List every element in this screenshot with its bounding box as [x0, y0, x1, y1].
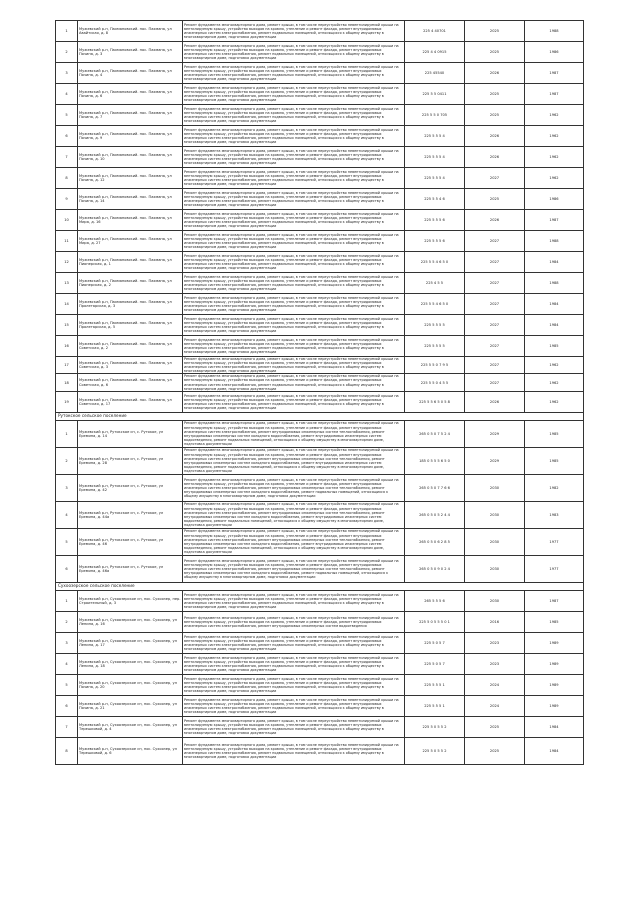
- works-cell: Ремонт фундамента многоквартирного дома, ремонт крыши, в том числе переустройство невентилируемой крыши на вентилируемую крышу, устройство выходов на кровлю, утепление и ремонт фасада, ремонт внутридомовых инженерных систем электроснабжения, ремонт подвальных помещений, относящихся к общему имуществу в многоквартирном доме, подготовка документации: [183, 126, 405, 147]
- built-year-cell: 1989: [525, 674, 584, 695]
- table-row: [56, 391, 584, 412]
- works-cell: Ремонт фундамента многоквартирного дома, ремонт крыши, в том числе переустройство невентилируемой крыши на вентилируемую крышу, устройство выходов на кровлю, утепление и ремонт фасада, ремонт внутридомовых инженерных систем электроснабжения, ремонт подвальных помещений, относящихся к общему имуществу в многоквартирном доме, подготовка документации: [183, 315, 405, 336]
- table-row: [56, 231, 584, 252]
- table-row: [56, 294, 584, 315]
- area-cell: 225 5 5 5 4: [405, 147, 465, 168]
- row-number: 1: [56, 420, 78, 447]
- works-cell: Ремонт фундамента многоквартирного дома, ремонт крыши, в том числе переустройство невентилируемой крыши на вентилируемую крышу, устройство выходов на кровлю, утепление и ремонт фасада, ремонт внутридомовых инженерных систем электроснабжения, ремонт подвальных помещений, относящихся к общему имуществу в многоквартирном доме, подготовка документации: [183, 695, 405, 716]
- table-row: [56, 611, 584, 632]
- row-number: 3: [56, 632, 78, 653]
- table-row: [56, 126, 584, 147]
- built-year-cell: 1987: [525, 63, 584, 84]
- works-cell: Ремонт фундамента многоквартирного дома, ремонт крыши, в том числе переустройство невентилируемой крыши на вентилируемую крышу, устройство выходов на кровлю, утепление и ремонт фасада, ремонт внутридомовых инженерных систем электроснабжения, ремонт подвальных помещений, относящихся к общему имуществу в многоквартирном доме, подготовка документации: [183, 105, 405, 126]
- works-cell: Ремонт фундамента многоквартирного дома, ремонт крыши, в том числе переустройство невентилируемой крыши на вентилируемую крышу, устройство выходов на кровлю, утепление и ремонт фасада, ремонт внутридомовых инженерных систем электроснабжения, ремонт подвальных помещений, относящихся к общему имуществу в многоквартирном доме, подготовка документации: [183, 147, 405, 168]
- row-number: 8: [56, 737, 78, 764]
- works-cell: Ремонт фундамента многоквартирного дома, ремонт крыши, в том числе переустройство невентилируемой крыши на вентилируемую крышу, устройство выходов на кровлю, утепление и ремонт фасада, ремонт внутридомовых инженерных систем электроснабжения, ремонт подвальных помещений, относящихся к общему имуществу в многоквартирном доме, подготовка документации: [183, 252, 405, 273]
- row-number: 2: [56, 611, 78, 632]
- address-cell: Мужевский р-н, Рутокское сп, с. Рутокое, ул Еремина, д. 42: [78, 474, 183, 501]
- works-cell: Ремонт фундамента многоквартирного дома, ремонт крыши, в том числе переустройство невентилируемой крыши на вентилируемую крышу, устройство выходов на кровлю, утепление и ремонт фасада, ремонт внутридомовых инженерных систем электроснабжения, ремонт подвальных помещений, относящихся к общему имуществу в многоквартирном доме, подготовка документации: [183, 84, 405, 105]
- works-cell: Ремонт фундамента многоквартирного дома, ремонт крыши, в том числе переустройство невентилируемой крыши на вентилируемую крышу, устройство выходов на кровлю, утепление и ремонт фасада, ремонт внутридомовых инженерных систем электроснабжения, ремонт подвальных помещений, относящихся к общему имуществу в многоквартирном доме, подготовка документации: [183, 294, 405, 315]
- built-year-cell: 1984: [525, 315, 584, 336]
- address-cell: Мужевский р-н, Пахмановский. пос. Пахмана, ул Почина, д. 9: [78, 126, 183, 147]
- row-number: 3: [56, 63, 78, 84]
- works-cell: Ремонт фундамента многоквартирного дома, ремонт крыши, в том числе переустройство невентилируемой крыши на вентилируемую крышу, устройство выходов на кровлю, утепление и ремонт фасада, ремонт внутридомовых инженерных систем электроснабжения, ремонт подвальных помещений, относящихся к общему имуществу в многоквартирном доме, подготовка документации: [183, 336, 405, 357]
- area-cell: 185 0 5 5 5 6 5 0: [405, 447, 465, 474]
- row-number: 2: [56, 42, 78, 63]
- row-number: 12: [56, 252, 78, 273]
- plan-year-cell: 2029: [465, 447, 525, 474]
- area-cell: 225 5 0 5 5 2: [405, 737, 465, 764]
- row-number: 4: [56, 84, 78, 105]
- table-row: [56, 374, 584, 391]
- works-cell: Ремонт фундамента многоквартирного дома, ремонт крыши, в том числе переустройство невентилируемой крыши на вентилируемую крышу, устройство выходов на кровлю, утепление и ремонт фасада, ремонт внутридомовых инженерных систем электроснабжения, ремонт подвальных помещений, относящихся к общему имуществу в многоквартирном доме, подготовка документации: [183, 716, 405, 737]
- area-cell: 265 0 5 0 7 7 6 6: [405, 474, 465, 501]
- address-cell: Мужевский р-н, Сухоозерское сп, пос. Сухоозер, ул Ленина, д. 16: [78, 611, 183, 632]
- address-cell: Мужевский р-н, Рутокское сп, с. Рутокое, ул Еремина, д. 46а: [78, 555, 183, 582]
- works-cell: Ремонт фундамента многоквартирного дома, ремонт крыши, в том числе переустройство невентилируемой крыши на вентилируемую крышу, устройство выходов на кровлю, утепление и ремонт фасада, ремонт внутридомовых инженерных систем электроснабжения, ремонт подвальных помещений, относящихся к общему имуществу в многоквартирном доме, подготовка документации: [183, 21, 405, 42]
- area-cell: 225 5 5 0411: [405, 84, 465, 105]
- table-row: [56, 84, 584, 105]
- row-number: 4: [56, 653, 78, 674]
- address-cell: Мужевский р-н, Пахмановский. пос. Пахмана, ул Советская, д. 2: [78, 336, 183, 357]
- plan-year-cell: 2024: [465, 674, 525, 695]
- plan-year-cell: 2030: [465, 555, 525, 582]
- plan-year-cell: 2030: [465, 474, 525, 501]
- built-year-cell: 1962: [525, 126, 584, 147]
- table-row: [56, 716, 584, 737]
- repair-program-table: [55, 20, 584, 765]
- row-number: 16: [56, 336, 78, 357]
- address-cell: Мужевский р-н, Рутокское сп, с. Рутокое, ул Еремина, д. 46: [78, 528, 183, 555]
- plan-year-cell: 2025: [465, 84, 525, 105]
- address-cell: Мужевский р-н, Пахмановский. пос. Пахмана, ул Почина, д. 6: [78, 84, 183, 105]
- document-page: [55, 20, 583, 765]
- plan-year-cell: 2027: [465, 294, 525, 315]
- plan-year-cell: 2026: [465, 63, 525, 84]
- plan-year-cell: 2029: [465, 420, 525, 447]
- built-year-cell: 1962: [525, 391, 584, 412]
- area-cell: 225 5 5 5 1: [405, 695, 465, 716]
- plan-year-cell: 2026: [465, 391, 525, 412]
- area-cell: 225 45540: [405, 63, 465, 84]
- row-number: 14: [56, 294, 78, 315]
- row-number: 15: [56, 315, 78, 336]
- address-cell: Мужевский р-н, Пахмановский. пос. Пахмана, ул Советская, д. 6: [78, 374, 183, 391]
- address-cell: Мужевский р-н, Сухоозерское сп, пос. Сухоозер, ул Ленина, д. 18: [78, 653, 183, 674]
- built-year-cell: 1987: [525, 590, 584, 611]
- works-cell: Ремонт фундамента многоквартирного дома, ремонт крыши, в том числе переустройство невентилируемой крыши на вентилируемую крышу, устройство выходов на кровлю, утепление и ремонт фасада, ремонт внутридомовых инженерных систем электроснабжения, ремонт подвальных помещений, относящихся к общему имуществу в многоквартирном доме, подготовка документации: [183, 674, 405, 695]
- address-cell: Мужевский р-н, Сухоозерское сп, пос. Сухоозер, пер. Строительный, д. 3: [78, 590, 183, 611]
- works-cell: Ремонт фундамента многоквартирного дома, ремонт крыши, в том числе переустройство невентилируемой крыши на вентилируемую крышу, устройство выходов на кровлю, утепление и ремонт фасада, ремонт внутридомовых инженерных систем электроснабжения, ремонт внутридомовых инженерных систем теплоснабжения, ремонт внутридомовых инженерных систем холодного водоснабжения, ремонт внутридомовых инженерных систем водоотведения, ремонт подвальных помещений, относящихся к общему имуществу в многоквартирном доме, подготовка документации: [183, 501, 405, 528]
- works-cell: Ремонт фундамента многоквартирного дома, ремонт крыши, в том числе переустройство невентилируемой крыши на вентилируемую крышу, устройство выходов на кровлю, утепление и ремонт фасада, ремонт внутридомовых инженерных систем электроснабжения, ремонт подвальных помещений, относящихся к общему имуществу в многоквартирном доме, подготовка документации: [183, 391, 405, 412]
- table-body: [56, 21, 584, 765]
- built-year-cell: 1985: [525, 336, 584, 357]
- address-cell: Мужевский р-н, Пахмановский. пос. Пахмана, ул Мира, д. 16: [78, 210, 183, 231]
- address-cell: Мужевский р-н, Рутокское сп, с. Рутокое, ул Еремина, д. 44а: [78, 501, 183, 528]
- area-cell: 225 5 5 4 6 5 0: [405, 294, 465, 315]
- address-cell: Мужевский р-н, Сухоозерское сп, пос. Сухоозер, ул Почина, д. 20: [78, 674, 183, 695]
- address-cell: Мужевский р-н, Пахмановский. пос. Пахмана, ул Почина, д. 4: [78, 63, 183, 84]
- table-row: [56, 474, 584, 501]
- table-row: [56, 632, 584, 653]
- plan-year-cell: 2027: [465, 357, 525, 374]
- plan-year-cell: 2027: [465, 273, 525, 294]
- plan-year-cell: 2016: [465, 611, 525, 632]
- plan-year-cell: 2025: [465, 189, 525, 210]
- row-number: 8: [56, 168, 78, 189]
- table-row: [56, 42, 584, 63]
- plan-year-cell: 2030: [465, 528, 525, 555]
- area-cell: 225 5 0 5 5 2: [405, 716, 465, 737]
- area-cell: 225 5 5 0 705: [405, 105, 465, 126]
- area-cell: 225 4 5 5: [405, 273, 465, 294]
- table-row: [56, 210, 584, 231]
- table-row: [56, 147, 584, 168]
- built-year-cell: 1985: [525, 420, 584, 447]
- area-cell: 225 5 5 5 5: [405, 336, 465, 357]
- table-row: [56, 357, 584, 374]
- area-cell: 225 4 4 0915: [405, 42, 465, 63]
- address-cell: Мужевский р-н, Рутокское сп, с. Рутокое, ул Еремина, д. 14: [78, 420, 183, 447]
- row-number: 11: [56, 231, 78, 252]
- works-cell: Ремонт фундамента многоквартирного дома, ремонт крыши, в том числе переустройство невентилируемой крыши на вентилируемую крышу, устройство выходов на кровлю, утепление и ремонт фасада, ремонт внутридомовых инженерных систем электроснабжения, ремонт подвальных помещений, относящихся к общему имуществу в многоквартирном доме, подготовка документации: [183, 210, 405, 231]
- built-year-cell: 1986: [525, 189, 584, 210]
- table-row: [56, 653, 584, 674]
- area-cell: 225 5 5 5 1: [405, 674, 465, 695]
- works-cell: Ремонт фундамента многоквартирного дома, ремонт крыши, в том числе переустройство невентилируемой крыши на вентилируемую крышу, устройство выходов на кровлю, утепление и ремонт фасада, ремонт внутридомовых инженерных систем электроснабжения, ремонт внутридомовых инженерных систем теплоснабжения, ремонт внутридомовых инженерных систем холодного водоснабжения, ремонт подвальных помещений, относящихся к общему имуществу в многоквартирном доме, подготовка документации: [183, 474, 405, 501]
- table-row: [56, 501, 584, 528]
- built-year-cell: 1977: [525, 555, 584, 582]
- row-number: 7: [56, 716, 78, 737]
- works-cell: Ремонт фундамента многоквартирного дома, ремонт крыши, в том числе переустройство невентилируемой крыши на вентилируемую крышу, устройство выходов на кровлю, утепление и ремонт фасада, ремонт внутридомовых инженерных систем электроснабжения, ремонт внутридомовых инженерных систем теплоснабжения, ремонт внутридомовых инженерных систем холодного водоснабжения, ремонт подвальных помещений, относящихся к общему имуществу в многоквартирном доме, подготовка документации: [183, 555, 405, 582]
- address-cell: Мужевский р-н, Сухоозерское сп, пос. Сухоозер, ул Терешковой, д. 4: [78, 716, 183, 737]
- address-cell: Мужевский р-н, Пахмановский. пос. Пахмана, ул Почина, д. 14: [78, 189, 183, 210]
- built-year-cell: 1962: [525, 374, 584, 391]
- address-cell: Мужевский р-н, Рутокское сп, с. Рутокое, ул Еремина, д. 28: [78, 447, 183, 474]
- section-title: Рутокское сельское поселение: [56, 412, 584, 420]
- area-cell: 265 0 5 0 5 2 4 4: [405, 501, 465, 528]
- table-row: [56, 420, 584, 447]
- plan-year-cell: 2027: [465, 374, 525, 391]
- plan-year-cell: 2027: [465, 336, 525, 357]
- address-cell: Мужевский р-н, Пахмановский. пос. Пахмана, ул Советская, д. 17: [78, 391, 183, 412]
- row-number: 3: [56, 474, 78, 501]
- works-cell: Ремонт фундамента многоквартирного дома, ремонт крыши, в том числе переустройство невентилируемой крыши на вентилируемую крышу, устройство выходов на кровлю, утепление и ремонт фасада, ремонт внутридомовых инженерных систем электроснабжения, ремонт подвальных помещений, относящихся к общему имуществу в многоквартирном доме, подготовка документации: [183, 590, 405, 611]
- table-row: [56, 189, 584, 210]
- works-cell: Ремонт фундамента многоквартирного дома, ремонт крыши, в том числе переустройство невентилируемой крыши на вентилируемую крышу, устройство выходов на кровлю, утепление и ремонт фасада, ремонт внутридомовых инженерных систем электроснабжения, ремонт подвальных помещений, относящихся к общему имуществу в многоквартирном доме, подготовка документации: [183, 189, 405, 210]
- row-number: 1: [56, 21, 78, 42]
- plan-year-cell: 2026: [465, 210, 525, 231]
- built-year-cell: 1988: [525, 21, 584, 42]
- built-year-cell: 1985: [525, 611, 584, 632]
- address-cell: Мужевский р-н, Пахмановский. пос. Пахмана, ул Авайтская, д. 8: [78, 21, 183, 42]
- works-cell: Ремонт фундамента многоквартирного дома, ремонт крыши, в том числе переустройство невентилируемой крыши на вентилируемую крышу, устройство выходов на кровлю, утепление и ремонт фасада, ремонт внутридомовых инженерных систем электроснабжения, ремонт подвальных помещений, относящихся к общему имуществу в многоквартирном доме, подготовка документации: [183, 632, 405, 653]
- address-cell: Мужевский р-н, Пахмановский. пос. Пахмана, ул Пролетарская, д. 5: [78, 315, 183, 336]
- table-row: [56, 168, 584, 189]
- area-cell: 225 5 5 0 7 9 5: [405, 357, 465, 374]
- works-cell: Ремонт фундамента многоквартирного дома, ремонт крыши, в том числе переустройство невентилируемой крыши на вентилируемую крышу, устройство выходов на кровлю, утепление и ремонт фасада, ремонт внутридомовых инженерных систем электроснабжения, ремонт подвальных помещений, относящихся к общему имуществу в многоквартирном доме, подготовка документации: [183, 357, 405, 374]
- area-cell: 225 5 0 5 7: [405, 653, 465, 674]
- address-cell: Мужевский р-н, Пахмановский. пос. Пахмана, ул Пионерская, д. 2: [78, 273, 183, 294]
- area-cell: 225 5 5 5 4: [405, 126, 465, 147]
- table-row: [56, 528, 584, 555]
- works-cell: Ремонт фундамента многоквартирного дома, ремонт крыши, в том числе переустройство невентилируемой крыши на вентилируемую крышу, устройство выходов на кровлю, утепление и ремонт фасада, ремонт внутридомовых инженерных систем электроснабжения, ремонт внутридомовых инженерных систем теплоснабжения, ремонт внутридомовых инженерных систем холодного водоснабжения, ремонт внутридомовых инженерных систем водоотведения, ремонт подвальных помещений, относящихся к общему имуществу в многоквартирном доме, подготовка документации: [183, 528, 405, 555]
- plan-year-cell: 2024: [465, 695, 525, 716]
- built-year-cell: 1986: [525, 42, 584, 63]
- area-cell: 265 0 5 0 6 2 8 5: [405, 528, 465, 555]
- table-row: [56, 737, 584, 764]
- works-cell: Ремонт фундамента многоквартирного дома, ремонт крыши, в том числе переустройство невентилируемой крыши на вентилируемую крышу, устройство выходов на кровлю, утепление и ремонт фасада, ремонт внутридомовых инженерных систем электроснабжения, ремонт подвальных помещений, относящихся к общему имуществу в многоквартирном доме, подготовка документации: [183, 374, 405, 391]
- plan-year-cell: 2025: [465, 105, 525, 126]
- address-cell: Мужевский р-н, Пахмановский. пос. Пахмана, ул Почина, д. 12: [78, 168, 183, 189]
- built-year-cell: 1987: [525, 84, 584, 105]
- area-cell: 225 5 5 6 5 0 5 8: [405, 391, 465, 412]
- row-number: 10: [56, 210, 78, 231]
- row-number: 1: [56, 590, 78, 611]
- row-number: 4: [56, 501, 78, 528]
- built-year-cell: 1982: [525, 474, 584, 501]
- built-year-cell: 1962: [525, 147, 584, 168]
- address-cell: Мужевский р-н, Сухоозерское сп, пос. Сухоозер, ул Почина, д. 21: [78, 695, 183, 716]
- area-cell: 225 5 5 4 6 5 0: [405, 252, 465, 273]
- works-cell: Ремонт фундамента многоквартирного дома, ремонт крыши, в том числе переустройство невентилируемой крыши на вентилируемую крышу, устройство выходов на кровлю, утепление и ремонт фасада, ремонт внутридомовых инженерных систем электроснабжения, ремонт подвальных помещений, относящихся к общему имуществу в многоквартирном доме, подготовка документации: [183, 231, 405, 252]
- area-cell: 265 5 5 5 6: [405, 590, 465, 611]
- area-cell: 225 5 0 5 7: [405, 632, 465, 653]
- plan-year-cell: 2023: [465, 632, 525, 653]
- area-cell: 225 5 5 5 6: [405, 231, 465, 252]
- built-year-cell: 1984: [525, 716, 584, 737]
- row-number: 5: [56, 528, 78, 555]
- built-year-cell: 1989: [525, 695, 584, 716]
- built-year-cell: 1983: [525, 501, 584, 528]
- address-cell: Мужевский р-н, Пахмановский. пос. Пахмана, ул Пионерская, д. 1: [78, 252, 183, 273]
- built-year-cell: 1984: [525, 737, 584, 764]
- works-cell: Ремонт фундамента многоквартирного дома, ремонт крыши, в том числе переустройство невентилируемой крыши на вентилируемую крышу, устройство выходов на кровлю, утепление и ремонт фасада, ремонт внутридомовых инженерных систем электроснабжения, ремонт внутридомовых инженерных систем теплоснабжения, ремонт внутридомовых инженерных систем холодного водоснабжения, ремонт внутридомовых инженерных систем водоотведения, ремонт подвальных помещений, относящихся к общему имуществу в многоквартирном доме, подготовка документации: [183, 447, 405, 474]
- plan-year-cell: 2025: [465, 737, 525, 764]
- row-number: 5: [56, 105, 78, 126]
- table-row: [56, 63, 584, 84]
- area-cell: 225 5 5 5 4: [405, 168, 465, 189]
- works-cell: Ремонт фундамента многоквартирного дома, ремонт крыши, в том числе переустройство невентилируемой крыши на вентилируемую крышу, устройство выходов на кровлю, утепление и ремонт фасада, ремонт внутридомовых инженерных систем электроснабжения, ремонт внутридомовых инженерных систем водоотведения: [183, 611, 405, 632]
- plan-year-cell: 2025: [465, 716, 525, 737]
- area-cell: 225 5 5 5 5: [405, 315, 465, 336]
- works-cell: Ремонт фундамента многоквартирного дома, ремонт крыши, в том числе переустройство невентилируемой крыши на вентилируемую крышу, устройство выходов на кровлю, утепление и ремонт фасада, ремонт внутридомовых инженерных систем электроснабжения, ремонт подвальных помещений, относящихся к общему имуществу в многоквартирном доме, подготовка документации: [183, 737, 405, 764]
- built-year-cell: 1962: [525, 105, 584, 126]
- built-year-cell: 1962: [525, 357, 584, 374]
- works-cell: Ремонт фундамента многоквартирного дома, ремонт крыши, в том числе переустройство невентилируемой крыши на вентилируемую крышу, устройство выходов на кровлю, утепление и ремонт фасада, ремонт внутридомовых инженерных систем электроснабжения, ремонт подвальных помещений, относящихся к общему имуществу в многоквартирном доме, подготовка документации: [183, 653, 405, 674]
- table-row: [56, 252, 584, 273]
- plan-year-cell: 2026: [465, 126, 525, 147]
- plan-year-cell: 2027: [465, 252, 525, 273]
- table-row: [56, 273, 584, 294]
- plan-year-cell: 2023: [465, 653, 525, 674]
- row-number: 6: [56, 695, 78, 716]
- works-cell: Ремонт фундамента многоквартирного дома, ремонт крыши, в том числе переустройство невентилируемой крыши на вентилируемую крышу, устройство выходов на кровлю, утепление и ремонт фасада, ремонт внутридомовых инженерных систем электроснабжения, ремонт внутридомовых инженерных систем теплоснабжения, ремонт внутридомовых инженерных систем холодного водоснабжения, ремонт внутридомовых инженерных систем водоотведения, ремонт подвальных помещений, относящихся к общему имуществу в многоквартирном доме, подготовка документации: [183, 420, 405, 447]
- area-cell: 225 5 5 5 6: [405, 210, 465, 231]
- area-cell: 225 5 0 5 5 5 0 1: [405, 611, 465, 632]
- table-row: [56, 105, 584, 126]
- plan-year-cell: 2030: [465, 501, 525, 528]
- area-cell: 225 5 5 4 6: [405, 189, 465, 210]
- address-cell: Мужевский р-н, Пахмановский. пос. Пахмана, ул Почина, д. 10: [78, 147, 183, 168]
- works-cell: Ремонт фундамента многоквартирного дома, ремонт крыши, в том числе переустройство невентилируемой крыши на вентилируемую крышу, устройство выходов на кровлю, утепление и ремонт фасада, ремонт внутридомовых инженерных систем электроснабжения, ремонт подвальных помещений, относящихся к общему имуществу в многоквартирном доме, подготовка документации: [183, 63, 405, 84]
- row-number: 6: [56, 555, 78, 582]
- plan-year-cell: 2027: [465, 168, 525, 189]
- row-number: 6: [56, 126, 78, 147]
- plan-year-cell: 2027: [465, 231, 525, 252]
- plan-year-cell: 2025: [465, 21, 525, 42]
- built-year-cell: 1984: [525, 294, 584, 315]
- row-number: 5: [56, 674, 78, 695]
- row-number: 18: [56, 374, 78, 391]
- section-header-row: [56, 412, 584, 420]
- area-cell: 265 0 5 0 7 5 2 4: [405, 420, 465, 447]
- address-cell: Мужевский р-н, Пахмановский. пос. Пахмана, ул Пролетарская, д. 3: [78, 294, 183, 315]
- built-year-cell: 1984: [525, 252, 584, 273]
- table-row: [56, 315, 584, 336]
- address-cell: Мужевский р-н, Пахмановский. пос. Пахмана, ул Советская, д. 3: [78, 357, 183, 374]
- built-year-cell: 1985: [525, 447, 584, 474]
- section-header-row: [56, 582, 584, 590]
- table-row: [56, 674, 584, 695]
- area-cell: 225 5 5 0 4 5 5: [405, 374, 465, 391]
- table-row: [56, 590, 584, 611]
- works-cell: Ремонт фундамента многоквартирного дома, ремонт крыши, в том числе переустройство невентилируемой крыши на вентилируемую крышу, устройство выходов на кровлю, утепление и ремонт фасада, ремонт внутридомовых инженерных систем электроснабжения, ремонт подвальных помещений, относящихся к общему имуществу в многоквартирном доме, подготовка документации: [183, 42, 405, 63]
- area-cell: 225 4 40701: [405, 21, 465, 42]
- built-year-cell: 1977: [525, 528, 584, 555]
- table-row: [56, 21, 584, 42]
- area-cell: 265 0 5 0 9 0 2 4: [405, 555, 465, 582]
- built-year-cell: 1989: [525, 653, 584, 674]
- address-cell: Мужевский р-н, Пахмановский. пос. Пахмана, ул Мира, д. 27: [78, 231, 183, 252]
- row-number: 17: [56, 357, 78, 374]
- row-number: 7: [56, 147, 78, 168]
- plan-year-cell: 2026: [465, 147, 525, 168]
- table-row: [56, 447, 584, 474]
- works-cell: Ремонт фундамента многоквартирного дома, ремонт крыши, в том числе переустройство невентилируемой крыши на вентилируемую крышу, устройство выходов на кровлю, утепление и ремонт фасада, ремонт внутридомовых инженерных систем электроснабжения, ремонт подвальных помещений, относящихся к общему имуществу в многоквартирном доме, подготовка документации: [183, 168, 405, 189]
- built-year-cell: 1988: [525, 273, 584, 294]
- works-cell: Ремонт фундамента многоквартирного дома, ремонт крыши, в том числе переустройство невентилируемой крыши на вентилируемую крышу, устройство выходов на кровлю, утепление и ремонт фасада, ремонт внутридомовых инженерных систем электроснабжения, ремонт подвальных помещений, относящихся к общему имуществу в многоквартирном доме, подготовка документации: [183, 273, 405, 294]
- table-row: [56, 336, 584, 357]
- built-year-cell: 1989: [525, 632, 584, 653]
- address-cell: Мужевский р-н, Сухоозерское сп, пос. Сухоозер, ул Терешковой, д. 6: [78, 737, 183, 764]
- address-cell: Мужевский р-н, Пахмановский. пос. Пахмана, ул Почина, д. 7: [78, 105, 183, 126]
- row-number: 19: [56, 391, 78, 412]
- plan-year-cell: 2030: [465, 590, 525, 611]
- row-number: 13: [56, 273, 78, 294]
- built-year-cell: 1987: [525, 210, 584, 231]
- row-number: 2: [56, 447, 78, 474]
- built-year-cell: 1962: [525, 168, 584, 189]
- address-cell: Мужевский р-н, Пахмановский. пос. Пахмана, ул Почина, д. 3: [78, 42, 183, 63]
- plan-year-cell: 2025: [465, 42, 525, 63]
- table-row: [56, 695, 584, 716]
- row-number: 9: [56, 189, 78, 210]
- section-title: Сухоозерское сельское поселение: [56, 582, 584, 590]
- plan-year-cell: 2027: [465, 315, 525, 336]
- built-year-cell: 1988: [525, 231, 584, 252]
- address-cell: Мужевский р-н, Сухоозерское сп, пос. Сухоозер, ул Ленина, д. 17: [78, 632, 183, 653]
- table-row: [56, 555, 584, 582]
